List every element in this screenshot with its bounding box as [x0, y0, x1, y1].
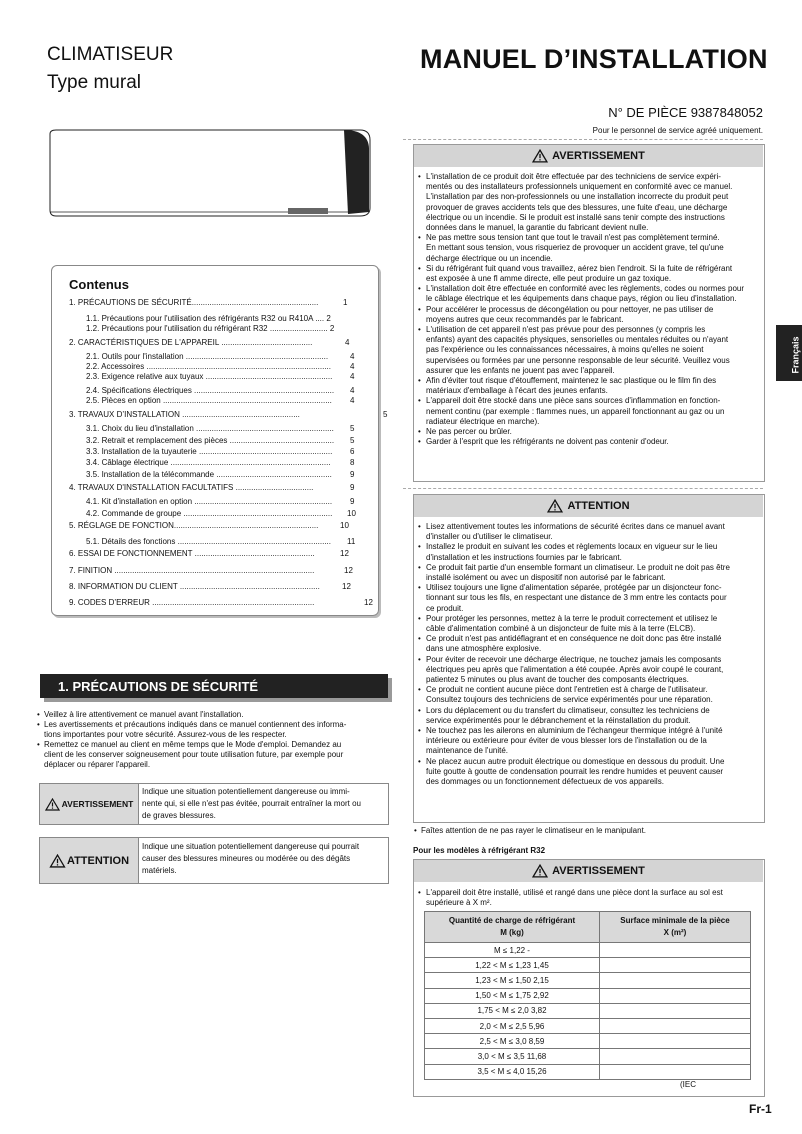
- warning-panel-item-line: pas l'expérience ou les connaissances nécessaires, à moins qu'elles ne soient: [426, 345, 704, 355]
- toc-page-number: 6: [350, 447, 355, 456]
- warning-panel-item-line: est exposée à une fl amme directe, elle peut produire un gaz toxique.: [426, 274, 672, 284]
- warning-panel-item-line: moyens autres que ceux recommandés par le fabricant.: [426, 314, 624, 324]
- caution-panel-item-line: intérieure ou extérieure pour éviter de vous blesser lors de l'installation ou de la: [426, 736, 707, 746]
- warning-panel-item-line: • Afin d'éviter tout risque d'étouffement, maintenez le sac plastique ou le film fin des: [418, 376, 717, 386]
- warning-definition-text: Indique une situation potentiellement dangereuse ou immi- nente qui, si elle n'est pas évitée, pourrait entraîner la mort ou de graves blessures.: [142, 787, 361, 820]
- caution-panel-heading: ATTENTION: [414, 495, 763, 517]
- toc-page-number: 9: [350, 483, 355, 492]
- air-conditioner-illustration: [48, 128, 373, 218]
- toc-page-number: 4: [350, 386, 355, 395]
- separator-line: [403, 488, 763, 489]
- refrigerant-area-table: [424, 911, 751, 1080]
- caution-definition-label: ATTENTION: [40, 838, 139, 883]
- table-row: [425, 1003, 751, 1018]
- product-line-2: Type mural: [47, 72, 141, 93]
- toc-entry: 9. CODES D’ERREUR .........................................................................: [69, 598, 315, 607]
- caution-panel-item-line: • Utilisez toujours une ligne d'alimentation séparée, protégée par un disjoncteur fonc-: [418, 583, 722, 593]
- toc-page-number: 12: [340, 549, 349, 558]
- table-row: [425, 943, 751, 958]
- language-tab: [776, 325, 802, 381]
- section-1-title: 1. PRÉCAUTIONS DE SÉCURITÉ: [58, 679, 259, 694]
- toc-page-number: 10: [347, 509, 356, 518]
- table-row: [425, 958, 751, 973]
- toc-page-number: 12: [342, 582, 351, 591]
- toc-entry: 3.3. Installation de la tuyauterie ............................................................: [86, 447, 333, 456]
- warning-panel-item-line: • L'appareil doit être stocké dans une pièce sans sources d'inflammation en fonction-: [418, 396, 721, 406]
- caution-panel-item-line: • Lisez attentivement toutes les informations de sécurité écrites dans ce manuel avant: [418, 522, 725, 531]
- caution-panel-items: [418, 522, 763, 787]
- part-number: N° DE PIÈCE 9387848052: [608, 105, 763, 120]
- area-cell: [600, 1064, 751, 1079]
- toc-entry: 3.2. Retrait et remplacement des pièces ...............................................: [86, 436, 335, 445]
- toc-entry: 2.1. Outils pour l'installation ................................................................: [86, 352, 329, 361]
- toc-page-number: 1: [343, 298, 348, 307]
- warning-triangle-icon: [45, 798, 60, 811]
- toc-entry: 8. INFORMATION DU CLIENT ...............................................................: [69, 582, 320, 591]
- caution-panel-item-line: fuite goutte à goutte de condensation pourrait les rendre humides et peuvent causer: [426, 766, 724, 776]
- manual-title: MANUEL D’INSTALLATION: [420, 44, 768, 74]
- page-number: Fr-1: [749, 1102, 772, 1116]
- toc-page-number: 4: [350, 352, 355, 361]
- audience-note: Pour le personnel de service agréé uniquement.: [592, 126, 763, 135]
- warning-panel-item-line: L'installation par des non-professionnels ou une installation incorrecte du produit peut: [426, 192, 729, 202]
- toc-page-number: 4: [350, 362, 355, 371]
- toc-entry: 7. FINITION ..........................................................................................: [69, 566, 315, 575]
- warning-panel-item-line: décharge électrique ou un incendie.: [426, 253, 553, 263]
- charge-cell: 1,50 < M ≤ 1,75 2,92: [425, 988, 600, 1003]
- intro-bullet-2: • Les avertissements et précautions indiqués dans ce manuel contiennent des informa-: [37, 720, 347, 729]
- area-cell: [600, 1049, 751, 1064]
- warning-panel-item-line: matériaux d'emballage à l'écart des jeunes enfants.: [426, 386, 608, 396]
- intro-bullet-2-cont: tions importantes pour votre sécurité. Assurez-vous de les respecter.: [44, 730, 287, 739]
- charge-cell: 1,22 < M ≤ 1,23 1,45: [425, 958, 600, 973]
- caution-panel-item-line: des dommages ou un fonctionnement défectueux de vos appareils.: [426, 777, 664, 787]
- warning-panel-heading: AVERTISSEMENT: [414, 145, 763, 167]
- warning-panel-item-line: • Ne pas mettre sous tension tant que tout le travail n'est pas complètement terminé.: [418, 233, 720, 243]
- toc-entry: 3. TRAVAUX D’INSTALLATION .....................................................: [69, 410, 300, 419]
- table-header-area: Surface minimale de la pièce X (m²): [600, 912, 751, 943]
- intro-bullet-3-cont-1: client de les conserver soigneusement pour toute utilisation future, par exemple pour: [44, 750, 344, 759]
- table-row: [425, 973, 751, 988]
- charge-cell: 3,5 < M ≤ 4,0 15,26: [425, 1064, 600, 1079]
- intro-bullet-3: • Remettez ce manuel au client en même temps que le Mode d'emploi. Demandez au: [37, 740, 342, 749]
- toc-page-number: 5: [383, 410, 388, 419]
- warning-triangle-icon: [532, 149, 548, 163]
- charge-cell: 2,5 < M ≤ 3,0 8,59: [425, 1034, 600, 1049]
- caution-triangle-icon: [547, 499, 563, 513]
- product-line-1: CLIMATISEUR: [47, 44, 174, 65]
- caution-panel-item-line: maintenance de l'unité.: [426, 746, 509, 756]
- warning-panel-item-line: données dans le manuel, la garantie du fabricant devient nulle.: [426, 223, 649, 233]
- toc-entry: 5.1. Détails des fonctions .....................................................................: [86, 537, 331, 546]
- toc-entry: 5. RÉGLAGE DE FONCTION.................................................................: [69, 521, 319, 530]
- charge-cell: 3,0 < M ≤ 3,5 11,68: [425, 1049, 600, 1064]
- caution-panel-item-line: patientez 5 minutes ou plus avant de toucher des composants électriques.: [426, 675, 689, 685]
- charge-cell: 1,23 < M ≤ 1,50 2,15: [425, 973, 600, 988]
- caution-panel-item-line: • Pour éviter de recevoir une décharge électrique, ne touchez jamais les composants: [418, 654, 722, 664]
- toc-page-number: 12: [364, 598, 373, 607]
- toc-entry: 4. TRAVAUX D'INSTALLATION FACULTATIFS ...................................: [69, 483, 314, 492]
- warning-panel-item-line: électrique ou un incendie. Si le produit est installé sans tenir compte des instructions: [426, 212, 725, 222]
- caution-panel-item-line: d'installer ou d'utiliser le climatiseur.: [426, 532, 553, 542]
- intro-bullet-3-cont-2: déplacer ou réparer l'appareil.: [44, 760, 151, 769]
- caution-panel-item-line: • Lors du déplacement ou du transfert du climatiseur, consultez les techniciens de: [418, 705, 710, 715]
- warning-panel-item-line: radiateur électrique en marche).: [426, 416, 540, 426]
- caution-panel-item-line: d'installation et les instructions fournies par le fabricant.: [426, 552, 622, 562]
- warning-panel-item-line: • Si du réfrigérant fuit quand vous travaillez, aérez bien l'endroit. Si la fuite de réfrigérant: [418, 263, 733, 273]
- warning-definition: [39, 783, 389, 825]
- caution-panel-item-line: tionnant sur tous les fils, en respectant une distance de 3 mm entre les contacts pour: [426, 593, 727, 603]
- warning-panel-item-line: provoquer de graves accidents tels que des blessures, une fuite d'eau, une décharge: [426, 202, 728, 212]
- r32-intro: • L'appareil doit être installé, utilisé et rangé dans une pièce dont la surface au sol est supérieure à X m².: [418, 888, 723, 908]
- toc-entry: 1. PRÉCAUTIONS DE SÉCURITÉ.........................................................: [69, 298, 319, 307]
- warning-panel-item-line: • Garder à l'esprit que les réfrigérants ne doivent pas contenir d'odeur.: [418, 437, 669, 447]
- warning-panel-item-line: nement continu (par exemple : flammes nues, un appareil fonctionnant au gaz ou un: [426, 406, 725, 416]
- charge-cell: M ≤ 1,22 -: [425, 943, 600, 958]
- caution-panel-item-line: installé isolément ou avec un dispositif non autorisé par le fabricant.: [426, 573, 666, 583]
- table-row: [425, 988, 751, 1003]
- toc-entry: 2.3. Exigence relative aux tuyaux .........................................................: [86, 372, 333, 381]
- warning-panel-item-line: En mettant sous tension, vous risqueriez de provoquer un accident grave, tel qu'une: [426, 243, 724, 253]
- warning-panel-item-line: enfants) ayant des capacités physiques, sensorielles ou mentales réduites ou n'ayant: [426, 335, 729, 345]
- toc-page-number: 4: [350, 396, 355, 405]
- toc-entry: 6. ESSAI DE FONCTIONNEMENT ......................................................: [69, 549, 315, 558]
- toc-page-number: 5: [350, 424, 355, 433]
- charge-cell: 2,0 < M ≤ 2,5 5,96: [425, 1018, 600, 1033]
- toc-page-number: 12: [344, 566, 353, 575]
- toc-page-number: 4: [350, 372, 355, 381]
- caution-panel-item-line: dans une atmosphère explosive.: [426, 644, 542, 654]
- warning-panel-item-line: • Ne pas percer ou brûler.: [418, 427, 512, 437]
- table-row: [425, 1049, 751, 1064]
- separator-line: [403, 139, 763, 140]
- language-tab-label: Français: [790, 336, 801, 374]
- caution-definition-text: Indique une situation potentiellement dangereuse qui pourrait causer des blessures mineures ou modérée ou des dégâts matériels.: [142, 842, 360, 875]
- caution-panel-item-line: ce produit.: [426, 603, 464, 613]
- toc-page-number: 9: [350, 470, 355, 479]
- toc-page-number: 4: [345, 338, 350, 347]
- area-cell: [600, 1018, 751, 1033]
- toc-page-number: 5: [350, 436, 355, 445]
- warning-panel-item-line: • L'installation de ce produit doit être effectuée par des techniciens de service expéri-: [418, 172, 721, 181]
- caution-panel-item-line: • Ne placez aucun autre produit électrique ou domestique en dessous du produit. Une: [418, 756, 725, 766]
- warning-panel-item-line: mentés ou des installateurs professionnels uniquement en conformité avec ce manuel.: [426, 182, 733, 192]
- table-row: [425, 1034, 751, 1049]
- warning-panel-items: [418, 172, 763, 447]
- warning-triangle-icon: [532, 864, 548, 878]
- caution-panel-item-line: • Ce produit fait partie d'un ensemble formant un climatiseur. Le produit ne doit pas être: [418, 562, 730, 572]
- r32-warning-heading: AVERTISSEMENT: [414, 860, 763, 882]
- toc-entry: 4.2. Commande de groupe ...................................................................: [86, 509, 333, 518]
- iec-footnote: (IEC: [680, 1080, 696, 1089]
- caution-triangle-icon: [49, 854, 66, 868]
- caution-panel-item-line: câble d'alimentation combiné à un disjoncteur de fuite mis à la terre (ELCB).: [426, 624, 696, 634]
- toc-entry: 2. CARACTÉRISTIQUES DE L'APPAREIL .........................................: [69, 338, 313, 347]
- warning-panel-item-line: supervisées ou formées par une personne responsable de leur sécurité. Veuillez vous: [426, 355, 730, 365]
- toc-entry: 3.4. Câblage électrique ........................................................................: [86, 458, 331, 467]
- caution-panel-item-line: service expérimentés pour le débranchement et la réinstallation du produit.: [426, 715, 691, 725]
- toc-entry: 2.2. Accessoires ...................................................................................: [86, 362, 331, 371]
- area-cell: [600, 958, 751, 973]
- area-cell: [600, 973, 751, 988]
- table-row: [425, 1018, 751, 1033]
- caution-panel-item-line: • Ce produit ne contient aucune pièce dont l'entretien est à charge de l'utilisateur.: [418, 685, 708, 695]
- warning-panel-item-line: assurer que les enfants ne jouent pas avec l'appareil.: [426, 365, 615, 375]
- toc-page-number: 10: [340, 521, 349, 530]
- warning-panel-item-line: • L'utilisation de cet appareil n'est pas prévue pour des personnes (y compris les: [418, 325, 706, 335]
- charge-cell: 1,75 < M ≤ 2,0 3,82: [425, 1003, 600, 1018]
- handling-note: • Faîtes attention de ne pas rayer le climatiseur en le manipulant.: [414, 826, 647, 835]
- caution-panel-item-line: • Ce produit n'est pas antidéflagrant et en conséquence ne doit donc pas être installé: [418, 634, 722, 644]
- toc-page-number: 11: [347, 537, 356, 546]
- table-row: [425, 1064, 751, 1079]
- toc-page-number: 8: [350, 458, 355, 467]
- toc-entry: 4.1. Kit d'installation en option ..............................................................: [86, 497, 333, 506]
- toc-entry: 3.1. Choix du lieu d'installation ..............................................................: [86, 424, 334, 433]
- toc-entry: 2.4. Spécifications électriques ...............................................................: [86, 386, 335, 395]
- table-header-charge: Quantité de charge de réfrigérant M (kg): [425, 912, 600, 943]
- area-cell: [600, 1034, 751, 1049]
- toc-page-number: 9: [350, 497, 355, 506]
- toc-entry: 1.2. Précautions pour l'utilisation du réfrigérant R32 .......................... 2: [86, 324, 335, 333]
- warning-panel-item-line: • L'installation doit être effectuée en conformité avec les règlements, codes ou normes pour: [418, 284, 745, 294]
- toc-entry: 1.1. Précautions pour l'utilisation des réfrigérants R32 ou R410A .... 2: [86, 314, 331, 323]
- section-1-heading: [40, 674, 388, 698]
- caution-panel-item-line: Consultez toujours des techniciens de service expérimentés pour une réparation.: [426, 695, 713, 705]
- r32-heading: Pour les modèles à réfrigérant R32: [413, 846, 546, 855]
- caution-panel-item-line: • Pour protéger les personnes, mettez à la terre le produit correctement et utilisez le: [418, 613, 718, 623]
- caution-panel-item-line: • Ne touchez pas les ailerons en aluminium de l'échangeur thermique intégré à l'unité: [418, 726, 723, 736]
- caution-definition: [39, 837, 389, 884]
- caution-panel-item-line: électriques peu après que l'alimentation a été coupée. Après avoir coupé le courant,: [426, 664, 724, 674]
- toc-entry: 2.5. Pièces en option ............................................................................: [86, 396, 332, 405]
- area-cell: [600, 943, 751, 958]
- warning-panel-item-line: • Pour accélérer le processus de décongélation ou pour nettoyer, ne pas utiliser de: [418, 304, 714, 314]
- area-cell: [600, 988, 751, 1003]
- area-cell: [600, 1003, 751, 1018]
- warning-panel-item-line: le câblage électrique et les équipements dans chaque pays, région ou lieu d'installation.: [426, 294, 737, 304]
- warning-definition-label: AVERTISSEMENT: [40, 784, 139, 824]
- intro-bullet-1: • Veillez à lire attentivement ce manuel avant l'installation.: [37, 710, 244, 719]
- caution-panel-item-line: • Installez le produit en suivant les codes et règlements locaux en vigueur sur le lieu: [418, 542, 718, 552]
- toc-entry: 3.5. Installation de la télécommande ....................................................: [86, 470, 332, 479]
- contents-title: Contenus: [69, 277, 129, 292]
